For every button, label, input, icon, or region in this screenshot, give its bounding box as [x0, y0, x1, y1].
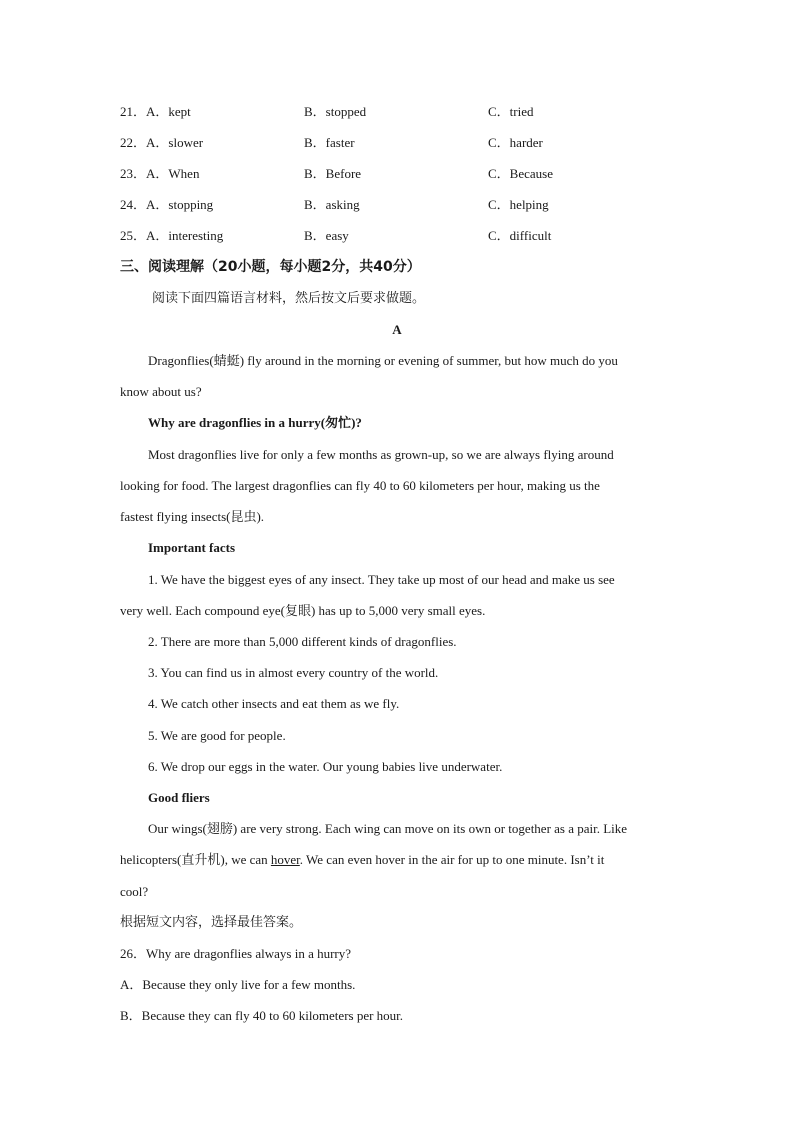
subheading-fliers: Good fliers: [148, 790, 210, 805]
option-row-21: [120, 103, 680, 121]
fact-1-line-2: very well. Each compound eye(复眼) has up to 5,000 very small eyes.: [120, 603, 486, 618]
question-26-option-a: A．Because they only live for a few months.: [120, 977, 356, 992]
option-row-22: [120, 134, 680, 152]
option-row-23: [120, 165, 680, 183]
passage-label: A: [392, 322, 402, 337]
option-a: 24．A．stopping: [120, 197, 214, 212]
paragraph-2-line-3: cool?: [120, 884, 149, 899]
option-b: B．stopped: [304, 104, 367, 119]
question-26: 26．Why are dragonflies always in a hurry?: [120, 946, 352, 961]
paragraph-1-line-3: fastest flying insects(昆虫).: [120, 509, 265, 524]
subheading-facts: Important facts: [148, 540, 236, 555]
option-b: B．faster: [304, 135, 355, 150]
questions-instruction: 根据短文内容，选择最佳答案。: [120, 915, 303, 930]
option-row-25: [120, 227, 680, 245]
option-a: 22．A．slower: [120, 135, 204, 150]
option-a: 21．A．kept: [120, 104, 191, 119]
fact-5: 5. We are good for people.: [148, 728, 286, 743]
fact-4: 4. We catch other insects and eat them as we fly.: [148, 696, 400, 711]
fact-1-line-1: 1. We have the biggest eyes of any insect. They take up most of our head and make us see: [148, 572, 615, 587]
option-c: C．helping: [488, 197, 549, 212]
option-a: 23．A．When: [120, 166, 200, 181]
fact-6: 6. We drop our eggs in the water. Our young babies live underwater.: [148, 759, 503, 774]
option-b: B．easy: [304, 228, 349, 243]
option-b: B．asking: [304, 197, 360, 212]
option-c: C．harder: [488, 135, 543, 150]
passage-intro-line-1: Dragonflies(蜻蜓) fly around in the morning or evening of summer, but how much do you: [148, 353, 618, 368]
paragraph-2-line-2: helicopters(直升机), we can hover. We can even hover in the air for up to one minute. Isn’t it: [120, 852, 605, 867]
section-title: 三、阅读理解（20小题，每小题2分，共40分）: [120, 259, 421, 275]
fact-3: 3. You can find us in almost every country of the world.: [148, 665, 439, 680]
fact-2: 2. There are more than 5,000 different kinds of dragonflies.: [148, 634, 457, 649]
section-instruction: 阅读下面四篇语言材料，然后按文后要求做题。: [152, 291, 426, 306]
underlined-word-hover: hover: [270, 852, 300, 867]
question-26-option-b: B．Because they can fly 40 to 60 kilometers per hour.: [120, 1008, 404, 1023]
passage-intro-line-2: know about us?: [120, 384, 202, 399]
subheading-hurry: Why are dragonflies in a hurry(匆忙)?: [148, 415, 362, 430]
option-a: 25．A．interesting: [120, 228, 224, 243]
paragraph-2-line-1: Our wings(翅膀) are very strong. Each wing can move on its own or together as a pair. Like: [148, 821, 628, 836]
option-c: C．tried: [488, 104, 534, 119]
option-b: B．Before: [304, 166, 362, 181]
paragraph-1-line-1: Most dragonflies live for only a few months as grown-up, so we are always flying around: [148, 447, 614, 462]
option-c: C．Because: [488, 166, 553, 181]
paragraph-1-line-2: looking for food. The largest dragonflies can fly 40 to 60 kilometers per hour, making us the: [120, 478, 600, 493]
option-row-24: [120, 196, 680, 214]
option-c: C．difficult: [488, 228, 552, 243]
